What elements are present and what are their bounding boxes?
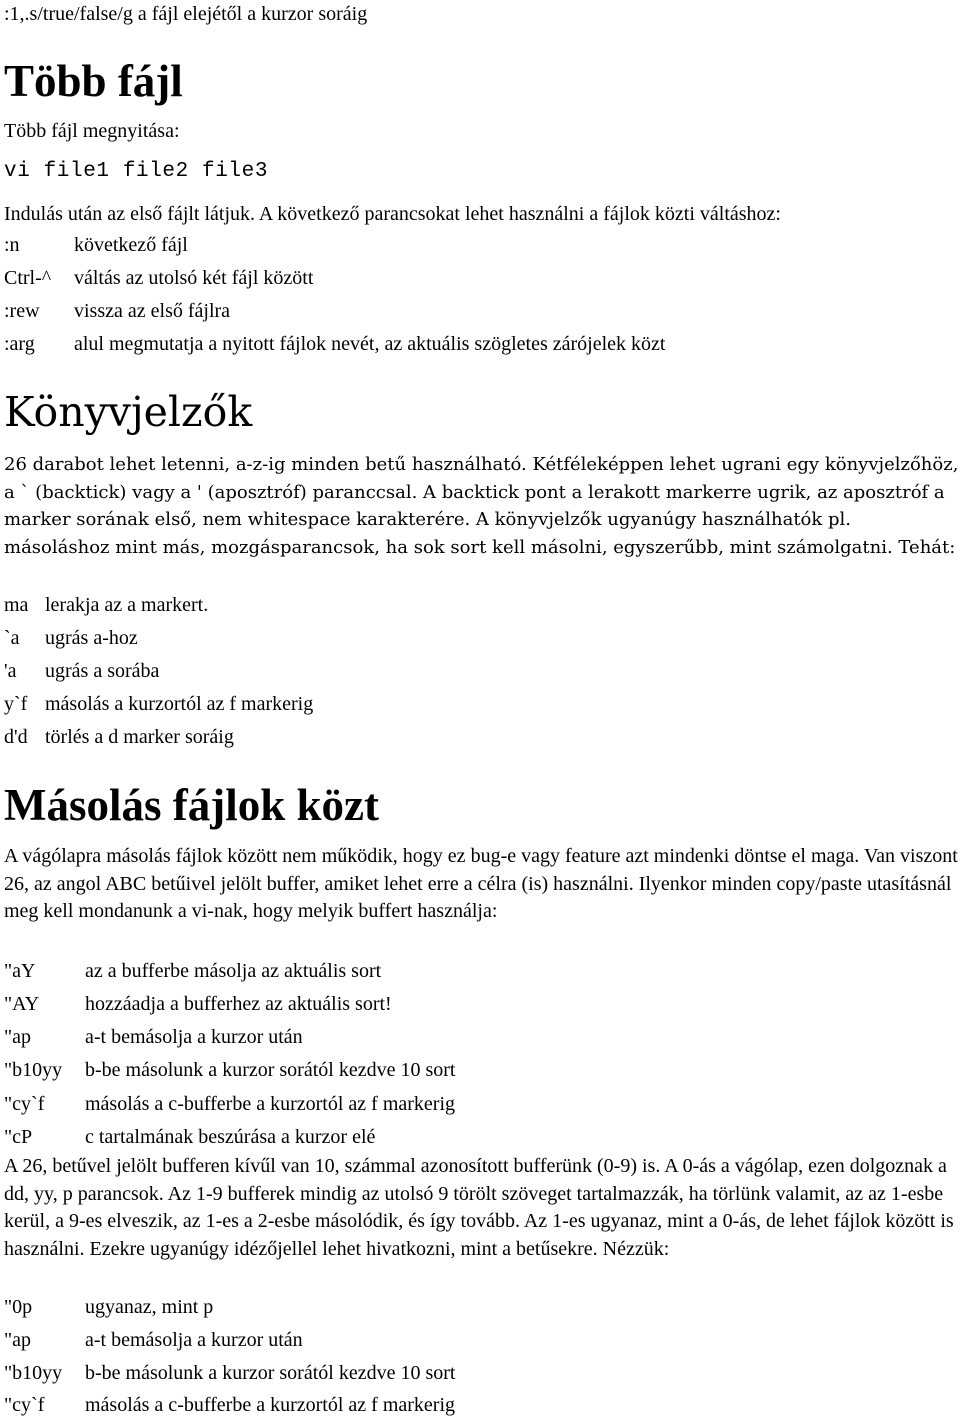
bookmarks-paragraph: 26 darabot lehet letenni, a-z-ig minden betű használható. Kétféleképpen lehet ugrani egy könyvjelzőhöz, a ` (backtick) vagy a ' (aposztróf) paranccsal. A backtick pont a lerakott markerre ugrik, az aposztróf a marker sorának első, nem whitespace karakterére. A könyvjelzők ugyanúgy használhatók pl. másoláshoz mint más, mozgásparancsok, ha sok sort kell másolni, egyszerűbb, mint számolgatni. Tehát:	[4, 454, 959, 558]
buffer-command-key: "b10yy	[4, 1059, 63, 1081]
bookmark-desc: lerakja az a markert.	[45, 594, 209, 616]
buffer-command-desc: c tartalmának beszúrása a kurzor elé	[85, 1126, 376, 1148]
open-label: Több fájl megnyitása:	[4, 120, 180, 142]
buffer-command-desc: a-t bemásolja a kurzor után	[85, 1026, 303, 1048]
bookmark-desc: törlés a d marker soráig	[45, 726, 234, 748]
heading-bookmarks: Könyvjelzők	[4, 388, 253, 436]
command-key: :arg	[4, 333, 35, 355]
heading-copy-between-files: Másolás fájlok közt	[4, 780, 379, 830]
buffer-command-desc: másolás a c-bufferbe a kurzortól az f markerig	[85, 1093, 456, 1115]
vi-open-command: vi file1 file2 file3	[4, 160, 269, 183]
numbered-buffer-desc: ugyanaz, mint p	[85, 1296, 214, 1318]
buffer-command-key: "cP	[4, 1126, 33, 1148]
buffer-command-key: "cy`f	[4, 1093, 45, 1115]
command-key: :n	[4, 234, 20, 256]
bookmark-desc: ugrás a-hoz	[45, 627, 138, 649]
numbered-buffer-key: "cy`f	[4, 1394, 45, 1416]
bookmark-desc: másolás a kurzortól az f markerig	[45, 693, 314, 715]
bookmark-key: d'd	[4, 726, 28, 748]
bookmark-key: 'a	[4, 660, 17, 682]
command-key: :rew	[4, 300, 40, 322]
command-key: Ctrl-^	[4, 267, 52, 289]
command-desc: vissza az első fájlra	[74, 300, 231, 322]
buffer-command-key: "aY	[4, 960, 36, 982]
buffer-command-key: "AY	[4, 993, 40, 1015]
substitute-command-line: :1,.s/true/false/g a fájl elejétől a kurzor soráig	[4, 3, 368, 25]
bookmark-key: ma	[4, 594, 29, 616]
command-desc: következő fájl	[74, 234, 188, 256]
numbered-buffer-key: "0p	[4, 1296, 33, 1318]
buffer-command-desc: az a bufferbe másolja az aktuális sort	[85, 960, 382, 982]
bookmark-key: `a	[4, 627, 20, 649]
buffer-command-key: "ap	[4, 1026, 32, 1048]
numbered-buffer-desc: b-be másolunk a kurzor sorától kezdve 10 sort	[85, 1362, 456, 1384]
multi-file-intro: Indulás után az első fájlt látjuk. A következő parancsokat lehet használni a fájlok közti váltáshoz:	[4, 203, 781, 225]
command-desc: váltás az utolsó két fájl között	[74, 267, 314, 289]
command-desc: alul megmutatja a nyitott fájlok nevét, az aktuális szögletes zárójelek közt	[74, 333, 666, 355]
bookmark-desc: ugrás a sorába	[45, 660, 160, 682]
numbered-buffer-desc: másolás a c-bufferbe a kurzortól az f markerig	[85, 1394, 456, 1416]
numbered-buffer-key: "ap	[4, 1329, 32, 1351]
numbered-buffer-key: "b10yy	[4, 1362, 63, 1384]
heading-multi-file: Több fájl	[4, 56, 183, 106]
numbered-buffer-desc: a-t bemásolja a kurzor után	[85, 1329, 303, 1351]
bookmark-key: y`f	[4, 693, 28, 715]
buffer-command-desc: hozzáadja a bufferhez az aktuális sort!	[85, 993, 392, 1015]
buffer-command-desc: b-be másolunk a kurzor sorától kezdve 10 sort	[85, 1059, 456, 1081]
copy-paragraph-2: A 26, betűvel jelölt bufferen kívűl van 10, számmal azonosított bufferünk (0-9) is. A 0-ás a vágólap, ezen dolgoznak a dd, yy, p parancsok. Az 1-9 bufferek mindig az utolsó 9 törölt szöveget tartalmazzák, ha törlünk valamit, az az 1-esbe kerül, a 9-es elveszik, az 1-es a 2-esbe másolódik, és így tovább. Az 1-es ugyanaz, mint a 0-ás, de lehet fájlok között is használni. Ezekre ugyanúgy idézőjellel lehet hivatkozni, mint a betűsekre. Nézzük:	[4, 1155, 954, 1260]
copy-paragraph-1: A vágólapra másolás fájlok között nem működik, hogy ez bug-e vagy feature azt mindenki döntse el maga. Van viszont 26, az angol ABC betűivel jelölt buffer, amiket lehet erre a célra (is) használni. Ilyenkor minden copy/paste utasításnál meg kell mondanunk a vi-nak, hogy melyik buffert használja:	[4, 845, 958, 923]
